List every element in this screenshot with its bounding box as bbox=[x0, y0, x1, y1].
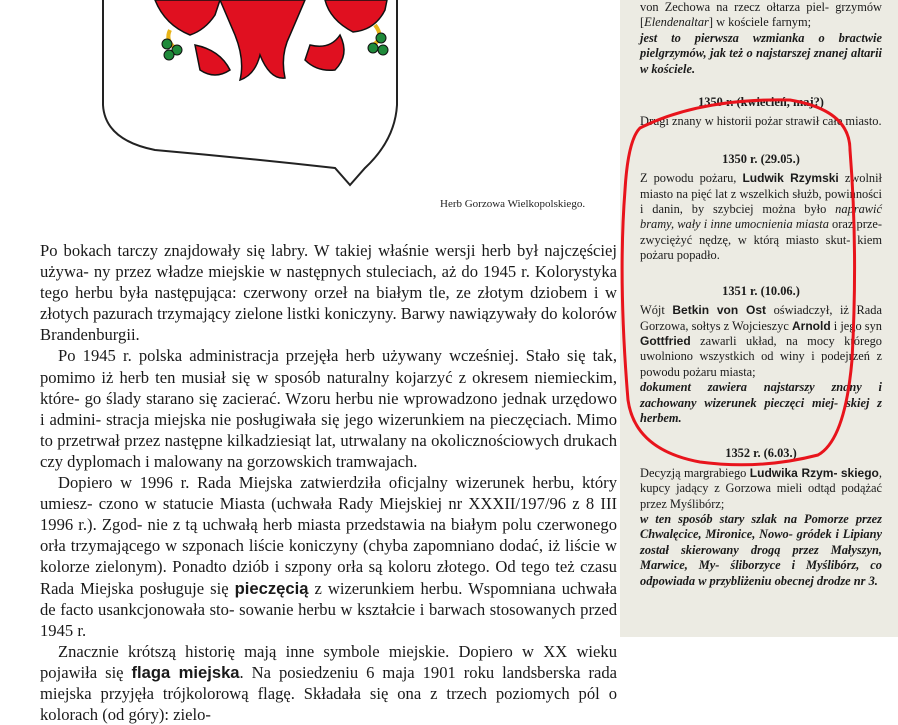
paragraph-1: Po bokach tarczy znajdowały się labry. W takiej właśnie wersji herb był najczęściej używa- ny przez władze miejskie w następnych stuleciach, aż do 1945 r. Kolorystyka tego herbu była następująca: czerwony orzeł na białym tle, ze złotym dziobem i w złotych pazurach trzymający zielone listki koniczyny. Barwy nawiązywały do kolorów Brandenburgii. bbox=[40, 241, 617, 345]
entry-date: 1351 r. (10.06.) bbox=[722, 283, 800, 298]
coat-of-arms-image bbox=[95, 0, 405, 200]
term-flaga: flaga miejska bbox=[131, 662, 240, 682]
entry-1351-1006: 1351 r. (10.06.) Wójt Betkin von Ost oświadczył, iż Rada Gorzowa, sołtys z Wojcieszyc Arnold i jego syn Gottfried zawarli układ, na mocy którego uwolniono wszystkich od winy i podejrzeń z powodu pożaru miasta; dokument zawiera najstarszy znany i zachowany wizerunek pieczęci miej- skiej z herbem. bbox=[640, 283, 882, 425]
paragraph-4: Znacznie krótszą historię mają inne symbole miejskie. Dopiero w XX wieku pojawiła się flaga miejska. Na posiedzeniu 6 maja 1901 roku landsberska rada miejska przyjęła trójkolorową flagę. Składała się ona z trzech poziomych pól o kolorach (od góry): zielo- bbox=[40, 641, 617, 725]
main-text-column bbox=[40, 240, 617, 725]
chronology-sidebar bbox=[620, 0, 898, 637]
entry-1350-fire: 1350 r. (kwiecień, maj?) Drugi znany w historii pożar strawił całe miasto. bbox=[640, 95, 882, 129]
entry-date: 1352 r. (6.03.) bbox=[725, 446, 797, 461]
figure-caption: Herb Gorzowa Wielkopolskiego. bbox=[440, 198, 586, 210]
entry-date: 1350 r. (29.05.) bbox=[722, 151, 800, 166]
paragraph-3: Dopiero w 1996 r. Rada Miejska zatwierdziła oficjalny wizerunek herbu, który umiesz- czono w statucie Miasta (uchwała Rady Miejskiej nr XXXII/197/96 z 8 III 1996 r.). Zgod- nie z tą uchwałą herb miasta przedstawia na białym polu czerwonego orła trzymającego w szponach liście koniczyny (chyba zapomniano dodać, iż liście w kolorze zielonym). Ponadto dziób i szpony orła są koloru złotego. Od tego też czasu Rada Miejska posługuje się pieczęcią z wizerunkiem herbu. Wspomniana uchwała de facto usankcjonowała sto- sowanie herbu w kształcie i barwach stosowanych przed 1945 r. bbox=[40, 473, 618, 640]
term-pieczec: pieczęcią bbox=[234, 578, 309, 598]
entry-date: 1350 r. (kwiecień, maj?) bbox=[698, 95, 824, 110]
entry-top: von Zechowa na rzecz ołtarza piel- grzymów [Elendenaltar] w kościele farnym; jest to pierwsza wzmianka o bractwie pielgrzymów, jak też o najstarszej znanej altarii w kościele. bbox=[640, 0, 882, 76]
entry-1350-0529: 1350 r. (29.05.) Z powodu pożaru, Ludwik Rzymski zwolnił miasto na pięć lat z wszelkich służb, powinności i danin, by szybciej można było naprawić bramy, wały i inne umocnienia miasta oraz prze- zwyciężyć nędzę, w którą miasto skut- kiem pożaru popadło. bbox=[640, 151, 882, 263]
entry-1352-0603: 1352 r. (6.03.) Decyzją margrabiego Ludwika Rzym- skiego, kupcy jadący z Gorzowa mieli odtąd podążać przez Myślibórz; w ten sposób stary szlak na Pomorze przez Chwalęcice, Mironice, Nowo- gródek i Lipiany został skierowany drogą przez Małyszyn, Marwice, My- śliborzyce i Myślibórz, co odpowiada w przybliżeniu obecnej drodze nr 3. bbox=[640, 446, 882, 588]
paragraph-2: Po 1945 r. polska administracja przejęła herb używany wcześniej. Stało się tak, pomimo iż herb ten musiał się w sposób naturalny kojarzyć z okresem niemieckim, które- go ślady starano się zacierać. Wzoru herbu nie wprowadzono jednak urzędowo i admini- stracja miejska nie posługiwała się jego wizerunkiem na pieczęciach. Mimo to przetrwał przez następne kilkadziesiąt lat, utrwalany na okolicznościowych drukach czy dyplomach i malowany na gorzowskich tramwajach. bbox=[40, 346, 617, 471]
